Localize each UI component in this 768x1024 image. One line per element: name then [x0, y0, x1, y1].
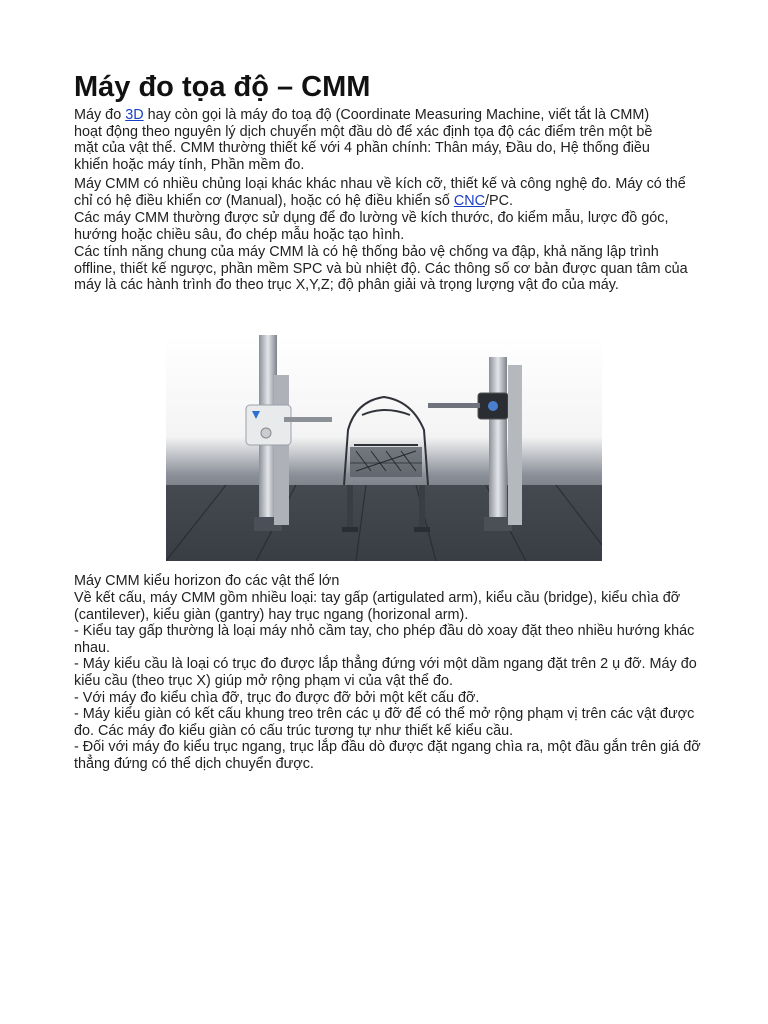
intro-text: Máy đo	[74, 107, 126, 123]
link-3d[interactable]: 3D	[125, 107, 144, 123]
para2-text-cont: /PC.	[485, 192, 514, 209]
paragraph-usage: Các máy CMM thường được sử dụng để đo lường về kích thước, đo kiểm mẫu, lược đồ góc, hướng hoặc chiều sâu, đo chép mẫu hoặc tạo hình.	[74, 210, 669, 243]
body-line: Về kết cấu, máy CMM gồm nhiều loại: tay gấp (artigulated arm), kiểu cầu (bridge), kiểu chìa đỡ (cantilever), kiểu giàn (gantry) hay trục ngang (horizonal arm).	[74, 590, 681, 623]
para2-text: Máy CMM có nhiều chủng loại khác khác nhau về kích cỡ, thiết kế và công nghệ đo. Máy có thể chỉ có hệ điều khiển cơ (Manual), hoặc có hệ điều khiển số	[74, 176, 686, 209]
cmm-machine-photo	[166, 335, 602, 561]
body-line: - Máy kiểu cầu là loại có trục đo được lắp thẳng đứng với một dầm ngang đặt trên 2 ụ đỡ. Máy đo kiểu cầu (theo trục X) giúp mở rộng phạm vi của vật thể đo.	[74, 656, 697, 689]
body-line: - Kiểu tay gấp thường là loại máy nhỏ cầm tay, cho phép đầu dò xoay đặt theo nhiều hướng khác nhau.	[74, 623, 695, 656]
intro-paragraph	[74, 107, 674, 173]
body-line: - Với máy đo kiểu chìa đỡ, trục đo được đỡ bởi một kết cấu đỡ.	[74, 689, 480, 706]
paragraph-types	[74, 176, 694, 209]
structure-description	[74, 590, 704, 773]
body-line: - Máy kiểu giàn có kết cấu khung treo trên các ụ đỡ để có thể mở rộng phạm vị trên các vật được đo. Các máy đo kiểu giàn có cấu trúc tương tự như thiết kế kiểu cầu.	[74, 706, 695, 739]
cmm-illustration	[166, 335, 602, 561]
page-title: Máy đo tọa độ – CMM	[74, 71, 371, 103]
figure-caption: Máy CMM kiểu horizon đo các vật thể lớn	[74, 573, 340, 589]
intro-text-cont: hay còn gọi là máy đo toạ độ (Coordinate Measuring Machine, viết tắt là CMM) hoạt động theo nguyên lý dịch chuyển một đầu dò để xác định tọa độ các điểm trên một bề mặt của vật thể. CMM thường thiết kế với 4 phần chính: Thân máy, Đầu do, Hệ thống điều khiển hoặc máy tính, Phần mềm đo.	[74, 107, 653, 173]
body-line: - Đối với máy đo kiểu trục ngang, trục lắp đầu dò được đặt ngang chìa ra, một đầu gắn trên giá đỡ thẳng đứng có thể dịch chuyển được.	[74, 739, 701, 772]
link-cnc[interactable]: CNC	[453, 192, 486, 209]
paragraph-features: Các tính năng chung của máy CMM là có hệ thống bảo vệ chống va đập, khả năng lập trình offline, thiết kế ngược, phần mềm SPC và bù nhiệt độ. Các thông số cơ bản được quan tâm của máy là các hành trình đo theo trục X,Y,Z; độ phân giải và trọng lượng vật đo của máy.	[74, 244, 688, 294]
